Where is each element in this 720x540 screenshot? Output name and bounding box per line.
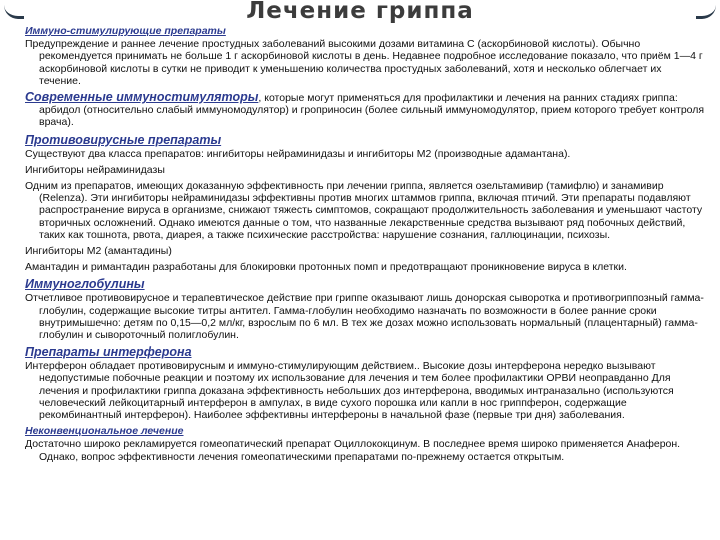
paragraph-amantadine: Амантадин и римантадин разработаны для блокировки протонных помп и предотвращают проникновение вируса в клетки.: [25, 261, 627, 274]
modern-text: , которые могут применяться для профилактики и лечения на ранних стадиях гриппа: арбидол (относительно слабый иммуномодулятор) и гроприносин (более сильный иммуномодулятор, прием которого требует контроля врача).: [39, 92, 705, 129]
heading-interferon: Препараты интерферона: [25, 345, 192, 360]
section-modern: [25, 91, 705, 129]
paragraph-modern: [25, 91, 705, 129]
heading-unconventional: Неконвенциональное лечение: [25, 425, 184, 438]
section-antiviral: [25, 133, 705, 274]
paragraph-immunoglobulins: Отчетливое противовирусное и терапевтическое действие при гриппе оказывают лишь донорская сыворотка и противогриппозный гамма-глобулин, содержащие высокие титры антител. Гамма-глобулин необходимо назначать по возможности в более ранние сроки внутримышечно: детям по 0,15—0,2 мл/кг, взрослым по 6 мл. В тех же дозах можно использовать нормальный (плацентарный) гамма-глобулин и сывороточный полиглобулин.: [25, 292, 704, 342]
paragraph-m2-title: Ингибиторы М2 (амантадины): [25, 245, 172, 258]
paragraph-neuraminidase-title: Ингибиторы нейраминидазы: [25, 163, 165, 176]
paragraph-interferon: Интерферон обладает противовирусным и иммуно-стимулирующим действием.. Высокие дозы интерферона нередко вызывают недопустимые побочные реакции и поэтому их использование для лечения и тем более профилактики ОРВИ неоправданно Для лечения и профилактики гриппа доказана эффективность небольших доз интерферона, вводимых интраназально (используются человеческий лейкоцитарный интерферон в ампулах, в виде сухого порошка или капли в нос гриппферон, содержащие рекомбинантный интерферон). Наиболее эффективны интерфероны в начальной фазе (первые три дня) заболевания.: [25, 360, 674, 422]
document-body: [25, 25, 705, 467]
paragraph-classes: Существуют два класса препаратов: ингибиторы нейраминидазы и ингибиторы М2 (производные адамантана).: [25, 147, 571, 160]
paragraph-vitamin-c: Предупреждение и раннее лечение простудных заболеваний высокими дозами витамина С (аскорбиновой кислоты). Обычно рекомендуется принимать не больше 1 г аскорбиновой кислоты в день. Недавнее подробное исследование показало, что приём 1—4 г аскорбиновой кислоты в сутки не приводит к уменьшению количества простудных заболеваний, хотя и несколько облегчает их течение.: [25, 38, 703, 87]
heading-modern: Современные иммуностимуляторы: [25, 90, 259, 105]
paragraph-homeopathy: Достаточно широко рекламируется гомеопатический препарат Оциллококцинум. В последнее время широко применяется Анаферон. Однако, вопрос эффективности лечения гомеопатическими препаратами по-прежнему остается открытым.: [25, 438, 681, 463]
section-interferon: [25, 345, 705, 421]
paragraph-oseltamivir: Одним из препаратов, имеющих доказанную эффективность при лечении гриппа, является озельтамивир (тамифлю) и занамивир (Relenza). Эти ингибиторы нейраминидазы эффективны против многих штаммов гриппа, включая птичий. Эти препараты подавляют распространение вируса в организме, снижают тяжесть симптомов, сокращают продолжительность заболевания и уменьшают частоту вторичных осложнений. Однако имеются данные о том, что названные лекарственные средства вызывают ряд побочных действий, таких как тошнота, рвота, диарея, а также психические расстройства: нарушение сознания, галлюцинации, психозы.: [25, 180, 703, 241]
section-unconventional: [25, 425, 705, 463]
section-immunoglobulins: [25, 277, 705, 341]
section-immuno: [25, 25, 705, 87]
heading-immunoglobulins: Иммуноглобулины: [25, 277, 145, 292]
heading-antiviral: Противовирусные препараты: [25, 132, 222, 147]
page-title: Лечение гриппа: [246, 0, 474, 24]
heading-immuno: Иммуно-стимулирующие препараты: [25, 25, 226, 37]
